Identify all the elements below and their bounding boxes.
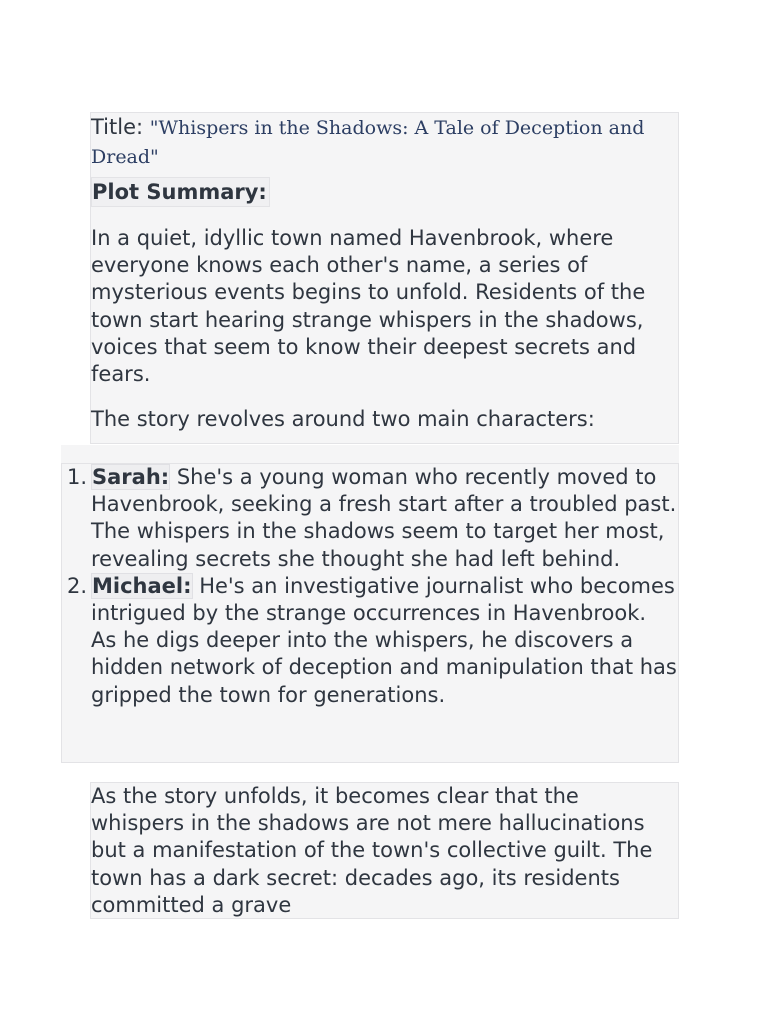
plot-summary-heading: Plot Summary: (91, 177, 270, 207)
character-description: He's an investigative journalist who becomes intrigued by the strange occurrences in Havenbrook. As he digs deeper into the whispers, he discovers a hidden network of deception and manipulation that has gripped the town for generations. (91, 573, 677, 707)
intro-section (90, 112, 679, 444)
closing-paragraph: As the story unfolds, it becomes clear that the whispers in the shadows are not mere hallucinations but a manifestation of the town's collective guilt. The town has a dark secret: decades ago, its residents committed a grave (91, 784, 653, 917)
closing-section (90, 782, 679, 919)
title-prefix: Title: (91, 115, 144, 139)
character-list (62, 464, 678, 709)
list-item (62, 573, 678, 709)
list-top-band (61, 445, 679, 463)
title-text: "Whispers in the Shadows: A Tale of Deception and Dread" (91, 117, 645, 168)
character-name: Michael: (92, 573, 192, 598)
intro-paragraph: In a quiet, idyllic town named Havenbrook, where everyone knows each other's name, a series of mysterious events begins to unfold. Residents of the town start hearing strange whispers in the shadows, voices that seem to know their deepest secrets and fears. (91, 226, 646, 387)
character-list-section (61, 463, 679, 763)
list-number: 2. (67, 573, 88, 598)
character-name: Sarah: (92, 465, 170, 489)
character-description: She's a young woman who recently moved to Havenbrook, seeking a fresh start after a troubled past. The whispers in the shadows seem to target her most, revealing secrets she thought she had left behind. (91, 465, 677, 571)
list-number: 1. (67, 465, 88, 489)
list-item (62, 464, 678, 573)
characters-lead-paragraph: The story revolves around two main characters: (91, 407, 595, 432)
story-title (91, 113, 678, 171)
